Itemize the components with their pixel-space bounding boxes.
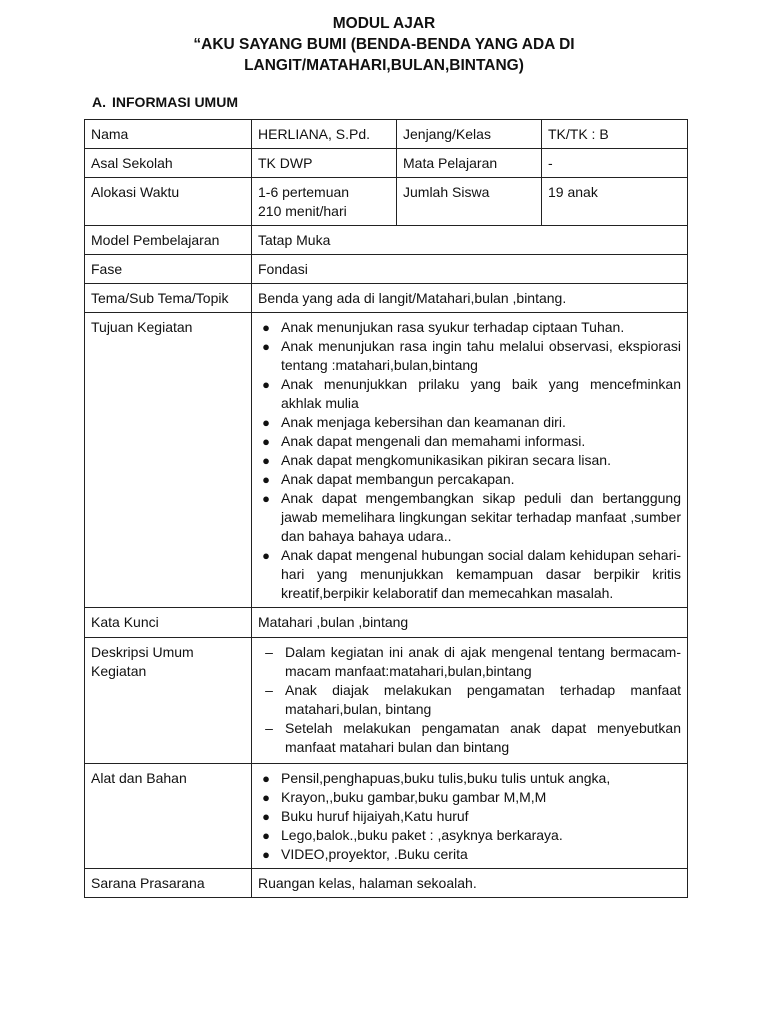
title-line-2: “AKU SAYANG BUMI (BENDA-BENDA YANG ADA DI bbox=[193, 36, 575, 53]
deskripsi-cell bbox=[252, 638, 688, 764]
document-title bbox=[0, 13, 768, 76]
list-item: ● Pensil,penghapuas,buku tulis,buku tulis untuk angka, bbox=[258, 769, 681, 788]
table-row bbox=[85, 608, 688, 638]
kata-kunci-value: Matahari ,bulan ,bintang bbox=[252, 608, 688, 638]
bullet-icon: ● bbox=[262, 548, 270, 563]
table-row bbox=[85, 120, 688, 149]
mata-pelajaran-value: - bbox=[542, 149, 688, 178]
model-value: Tatap Muka bbox=[252, 226, 688, 255]
tema-value: Benda yang ada di langit/Matahari,bulan ,bintang. bbox=[252, 284, 688, 313]
kata-kunci-label: Kata Kunci bbox=[85, 608, 252, 638]
list-item: ● Anak dapat membangun percakapan. bbox=[258, 470, 681, 489]
tema-label: Tema/Sub Tema/Topik bbox=[85, 284, 252, 313]
alokasi-waktu-value bbox=[252, 178, 397, 226]
sarana-value: Ruangan kelas, halaman sekoalah. bbox=[252, 869, 688, 898]
bullet-icon: ● bbox=[262, 809, 270, 824]
list-item: ● Anak menjaga kebersihan dan keamanan diri. bbox=[258, 413, 681, 432]
nama-value: HERLIANA, S.Pd. bbox=[252, 120, 397, 149]
model-label: Model Pembelajaran bbox=[85, 226, 252, 255]
list-item: – Anak diajak melakukan pengamatan terhadap manfaat matahari,bulan, bintang bbox=[258, 681, 681, 719]
list-item: – Setelah melakukan pengamatan anak dapat menyebutkan manfaat matahari bulan dan bintang bbox=[258, 719, 681, 757]
list-item: ● Buku huruf hijaiyah,Katu huruf bbox=[258, 807, 681, 826]
tujuan-list bbox=[258, 318, 681, 603]
bullet-icon: ● bbox=[262, 434, 270, 449]
alokasi-waktu-label: Alokasi Waktu bbox=[85, 178, 252, 226]
title-line-1: MODUL AJAR bbox=[332, 15, 436, 32]
list-item: ● Anak menunjukan rasa ingin tahu melalui observasi, ekspiorasi tentang :matahari,bulan,bintang bbox=[258, 337, 681, 375]
table-row bbox=[85, 638, 688, 764]
table-row bbox=[85, 178, 688, 226]
dash-icon: – bbox=[265, 682, 273, 698]
bullet-icon: ● bbox=[262, 790, 270, 805]
list-item: ● Anak menunjukkan prilaku yang baik yang mencefminkan akhlak mulia bbox=[258, 375, 681, 413]
table-row bbox=[85, 313, 688, 608]
list-item: ● Lego,balok.,buku paket : ,asyknya berkaraya. bbox=[258, 826, 681, 845]
alat-bahan-list bbox=[258, 769, 681, 864]
dash-icon: – bbox=[265, 644, 273, 660]
asal-sekolah-label: Asal Sekolah bbox=[85, 149, 252, 178]
list-item: ● VIDEO,proyektor, .Buku cerita bbox=[258, 845, 681, 864]
bullet-icon: ● bbox=[262, 771, 270, 786]
table-row bbox=[85, 764, 688, 869]
list-item: ● Anak dapat mengenal hubungan social dalam kehidupan sehari-hari yang menunjukkan kemampuan dasar berpikir kritis kreatif,berpikir kelaboratif dan memecahkan masalah. bbox=[258, 546, 681, 603]
info-table bbox=[84, 119, 688, 898]
table-row bbox=[85, 284, 688, 313]
table-row bbox=[85, 869, 688, 898]
alat-bahan-label: Alat dan Bahan bbox=[85, 764, 252, 869]
jenjang-label: Jenjang/Kelas bbox=[397, 120, 542, 149]
list-item: ● Anak dapat mengkomunikasikan pikiran secara lisan. bbox=[258, 451, 681, 470]
nama-label: Nama bbox=[85, 120, 252, 149]
bullet-icon: ● bbox=[262, 415, 270, 430]
bullet-icon: ● bbox=[262, 472, 270, 487]
table-row bbox=[85, 149, 688, 178]
alokasi-line-2: 210 menit/hari bbox=[258, 203, 347, 219]
list-item: – Dalam kegiatan ini anak di ajak mengenal tentang bermacam-macam manfaat:matahari,bulan,bintang bbox=[258, 643, 681, 681]
tujuan-cell bbox=[252, 313, 688, 608]
mata-pelajaran-label: Mata Pelajaran bbox=[397, 149, 542, 178]
bullet-icon: ● bbox=[262, 828, 270, 843]
jenjang-value: TK/TK : B bbox=[542, 120, 688, 149]
alat-bahan-cell bbox=[252, 764, 688, 869]
bullet-icon: ● bbox=[262, 847, 270, 862]
deskripsi-label: Deskripsi Umum Kegiatan bbox=[85, 638, 252, 764]
section-number: A. bbox=[92, 94, 106, 110]
table-row bbox=[85, 226, 688, 255]
jumlah-siswa-label: Jumlah Siswa bbox=[397, 178, 542, 226]
title-line-3: LANGIT/MATAHARI,BULAN,BINTANG) bbox=[244, 57, 524, 74]
dash-icon: – bbox=[265, 720, 273, 736]
bullet-icon: ● bbox=[262, 320, 270, 335]
list-item: ● Anak menunjukan rasa syukur terhadap ciptaan Tuhan. bbox=[258, 318, 681, 337]
list-item: ● Anak dapat mengenali dan memahami informasi. bbox=[258, 432, 681, 451]
section-title: INFORMASI UMUM bbox=[112, 94, 238, 110]
list-item: ● Anak dapat mengembangkan sikap peduli dan bertanggung jawab memelihara lingkungan sekitar terhadap manfaat ,sumber dan bahaya bahaya udara.. bbox=[258, 489, 681, 546]
fase-label: Fase bbox=[85, 255, 252, 284]
alokasi-line-1: 1-6 pertemuan bbox=[258, 184, 350, 200]
list-item: ● Krayon,,buku gambar,buku gambar M,M,M bbox=[258, 788, 681, 807]
table-row bbox=[85, 255, 688, 284]
sarana-label: Sarana Prasarana bbox=[85, 869, 252, 898]
section-heading bbox=[92, 94, 238, 110]
fase-value: Fondasi bbox=[252, 255, 688, 284]
asal-sekolah-value: TK DWP bbox=[252, 149, 397, 178]
bullet-icon: ● bbox=[262, 491, 270, 506]
bullet-icon: ● bbox=[262, 453, 270, 468]
bullet-icon: ● bbox=[262, 339, 270, 354]
deskripsi-list bbox=[258, 643, 681, 757]
jumlah-siswa-value: 19 anak bbox=[542, 178, 688, 226]
tujuan-label: Tujuan Kegiatan bbox=[85, 313, 252, 608]
bullet-icon: ● bbox=[262, 377, 270, 392]
